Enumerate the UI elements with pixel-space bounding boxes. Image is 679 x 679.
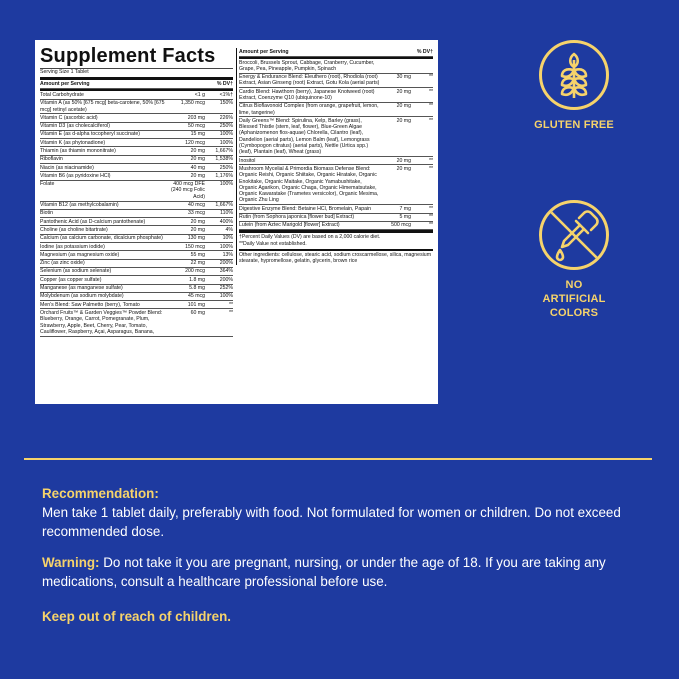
nutrient-dv: 200% (219, 276, 233, 283)
blend-amount: 7 mg (399, 205, 411, 212)
nutrient-amount: 130 mg (187, 235, 205, 242)
divider (24, 458, 652, 460)
nutrient-name: Magnesium (as magnesium oxide) (40, 251, 120, 258)
blend-dv: ** (428, 214, 433, 221)
nutrient-row (40, 235, 233, 243)
blend-amount: 5 mg (399, 214, 411, 221)
nutrient-row (40, 181, 233, 202)
no-artificial-colors-badge (524, 200, 624, 320)
blend-name: Energy & Endurance Blend: Eleuthero (root), Rhodiola (root) Extract, Asian Ginseng (root) Extract, Gotu Kola (aerial parts) (239, 74, 380, 87)
warning-heading: Warning: (42, 555, 100, 570)
nutrient-name: Copper (as copper sulfate) (40, 276, 102, 283)
nutrient-name: Biotin (40, 210, 53, 217)
nutrient-row (40, 260, 233, 268)
nutrient-dv: 200% (219, 260, 233, 267)
nutrient-row (40, 301, 233, 309)
nutrient-dv: 100% (219, 181, 233, 188)
blend-dv: ** (428, 165, 433, 172)
blend-amount (383, 60, 411, 73)
serving-size: Serving Size 1 Tablet (40, 69, 89, 75)
nutrient-dv: 364% (219, 268, 233, 275)
blend-amount: 20 mg (396, 117, 411, 124)
right-rows (239, 59, 433, 230)
blend-dv: ** (428, 117, 433, 124)
label-title: Supplement Facts (40, 45, 216, 67)
no-artificial-colors-label: NO ARTIFICIAL COLORS (542, 279, 606, 319)
blend-amount: 20 mg (396, 88, 411, 95)
nutrient-row (40, 131, 233, 139)
blend-name: Inositol (239, 157, 256, 164)
blend-row (239, 157, 433, 165)
other-ingredients: Other ingredients: cellulose, stearic acid, sodium croscarmellose, silica, magnesium stearate, hypromellose, gelatin, glycerin, brown rice (239, 251, 432, 265)
nutrient-row (40, 123, 233, 131)
nutrient-name: Orchard Fruits™ & Garden Veggies™ Powder Blend: Blueberry, Orange, Carrot, Pomegranate, Plum, Strawberry, Apple, Beet, Cherry, Pear, Tomato, Cauliflower, Raspberry, Açai, Asparagus, Banana, (40, 309, 163, 335)
nutrient-name: Manganese (as manganese sulfate) (40, 285, 123, 292)
warning-text: Do not take it you are pregnant, nursing, or under the age of 18. If you are taking any medications, consult a healthcare professional before use. (42, 555, 606, 589)
nutrient-name: Calcium (as calcium carbonate, dicalcium phosphate) (40, 235, 163, 242)
nutrient-row (40, 210, 233, 218)
nutrient-name: Vitamin A (as 50% [675 mcg] beta-carotene, 50% [675 mcg] retinyl acetate) (40, 100, 165, 113)
blend-name: Citrus Bioflavonoid Complex (from orange, grapefruit, lemon, lime, tangerine) (239, 103, 379, 116)
nutrient-amount: 1,350 mcg (180, 100, 205, 107)
blend-name: Daily Greens™ Blend: Spirulina, Kelp, Barley (grass), Blessed Thistle (stem, leaf, flower), Blue-Green Algae (Aphanizomenon flos-aquae) Chlorella, Cilantro (leaf), Dandelion (aerial parts), Lemon Balm (leaf), Lemongrass (Cymbopogon citratus) (aerial parts), Nettle (Urtica spp.) (leaf), Plantain (leaf), Wheat (grass) (239, 117, 370, 156)
nutrient-amount: 55 mg (190, 251, 205, 258)
keep-out-section (42, 607, 642, 626)
nutrient-dv: 13% (222, 251, 233, 258)
nutrient-dv: 100% (219, 139, 233, 146)
blend-row (239, 165, 433, 205)
nutrient-name: Vitamin D3 (as cholecalciferol) (40, 123, 110, 130)
nutrient-name: Choline (as choline bitartrate) (40, 226, 108, 233)
blend-name: Lutein (from Aztec Marigold [flower] Extract) (239, 222, 340, 229)
nutrient-amount: 5.8 mg (189, 285, 205, 292)
nutrient-dv: 150% (219, 100, 233, 107)
right-header: Amount per Serving % DV† (239, 49, 433, 55)
nutrient-row (40, 293, 233, 301)
nutrient-dv: 226% (219, 114, 233, 121)
blend-name: Cardio Blend: Hawthorn (berry), Japanese Knotweed (root) Extract, Coenzyme Q10 (ubiquinone-10) (239, 88, 375, 101)
footnote-dv: †Percent Daily Values (DV) are based on a 2,000 calorie diet. (239, 234, 381, 241)
nutrient-amount: <1 g (194, 91, 205, 98)
nutrient-amount: 20 mg (190, 226, 205, 233)
nutrient-row (40, 156, 233, 164)
keep-out-text: Keep out of reach of children. (42, 609, 231, 624)
blend-row (239, 214, 433, 222)
blend-dv: ** (428, 205, 433, 212)
dropper-crossed-icon (539, 200, 609, 270)
nutrient-name: Iodine (as potassium iodide) (40, 243, 105, 250)
nutrient-row (40, 147, 233, 155)
nutrient-row (40, 276, 233, 284)
nutrient-name: Vitamin K (as phytonadione) (40, 139, 106, 146)
nutrient-row (40, 172, 233, 180)
blend-row (239, 205, 433, 213)
nutrient-row (40, 139, 233, 147)
nutrient-dv: 400% (219, 218, 233, 225)
nutrient-name: Niacin (as niacinamide) (40, 164, 94, 171)
blend-dv: ** (428, 74, 433, 81)
nutrient-amount: 200 mcg (185, 268, 205, 275)
nutrient-amount: 45 mcg (187, 293, 205, 300)
nutrient-amount: 1.8 mg (189, 276, 205, 283)
nutrient-dv: 1,176% (215, 172, 233, 179)
footnote-not-established: **Daily Value not established. (239, 241, 307, 248)
blend-row (239, 222, 433, 230)
blend-dv: ** (428, 88, 433, 95)
left-rows (40, 91, 233, 336)
nutrient-amount: 20 mg (190, 172, 205, 179)
nutrient-name: Riboflavin (40, 156, 63, 163)
nutrient-dv: ** (228, 301, 233, 308)
blend-dv: ** (428, 103, 433, 110)
blend-dv: ** (428, 157, 433, 164)
nutrient-name: Vitamin B6 (as pyridoxine HCl) (40, 172, 111, 179)
nutrient-dv: 100% (219, 131, 233, 138)
nutrient-name: Men's Blend: Saw Palmetto (berry), Tomato (40, 301, 140, 308)
nutrient-row (40, 251, 233, 259)
blend-amount: 20 mg (396, 165, 411, 172)
blend-row (239, 103, 433, 118)
nutrient-name: Total Carbohydrate (40, 91, 84, 98)
nutrient-name: Pantothenic Acid (as D-calcium pantothenate) (40, 218, 146, 225)
blend-row (239, 88, 433, 103)
nutrient-amount: 33 mcg (187, 210, 205, 217)
nutrient-amount: 40 mcg (187, 202, 205, 209)
nutrient-dv: 1,667% (215, 202, 233, 209)
nutrient-amount: 101 mg (187, 301, 205, 308)
nutrient-dv: 100% (219, 293, 233, 300)
blend-amount: 500 mcg (391, 222, 411, 229)
label-left-column (40, 44, 233, 337)
nutrient-row (40, 285, 233, 293)
gluten-free-label: GLUTEN FREE (534, 119, 614, 131)
nutrient-row (40, 243, 233, 251)
nutrient-amount: 203 mg (187, 114, 205, 121)
nutrient-name: Vitamin C (ascorbic acid) (40, 114, 98, 121)
nutrient-name: Thiamin (as thiamin mononitrate) (40, 147, 116, 154)
blend-row (239, 59, 433, 74)
nutrient-dv: <1%† (219, 91, 233, 98)
gluten-free-badge (524, 40, 624, 132)
nutrient-amount: 20 mg (190, 218, 205, 225)
nutrient-amount: 20 mg (190, 147, 205, 154)
nutrient-row (40, 309, 233, 336)
blend-name: Mushroom Mycelial & Primordia Biomass Defense Blend: Organic Reishi, Organic Shiitake, Organic Hiratake, Organic Enokitake, Organic Maitake, Organic Yamabushitake, Organic Agarikon, Organic Chaga, Organic Himematsutake, Organic Kawaratake (Trametes versicolor), Organic Mesima, Organic Zhu Ling (239, 165, 379, 204)
recommendation-heading: Recommendation: (42, 486, 159, 501)
nutrient-amount: 20 mg (190, 156, 205, 163)
nutrient-dv: 1,667% (215, 147, 233, 154)
blend-row (239, 74, 433, 89)
nutrient-name: Zinc (as zinc oxide) (40, 260, 85, 267)
blend-name: Broccoli, Brussels Sprout, Cabbage, Cranberry, Cucumber, Grape, Pea, Pineapple, Pumpkin, Spinach (239, 59, 375, 72)
nutrient-dv: 1,538% (215, 156, 233, 163)
blend-amount: 20 mg (396, 157, 411, 164)
nutrient-dv: 250% (219, 123, 233, 130)
left-header: Amount per Serving % DV† (40, 81, 233, 88)
nutrient-amount: 40 mg (190, 164, 205, 171)
nutrient-amount: 60 mg (190, 309, 205, 316)
nutrient-amount: 400 mcg DFE (240 mcg Folic Acid) (170, 181, 205, 200)
blend-dv: ** (428, 222, 433, 229)
nutrient-row (40, 218, 233, 226)
blend-dv (411, 60, 433, 73)
nutrient-dv: 250% (219, 164, 233, 171)
blend-amount: 20 mg (396, 103, 411, 110)
blend-name: Digestive Enzyme Blend: Betaine HCl, Bromelain, Papain (239, 205, 372, 212)
recommendation-section (42, 484, 642, 541)
nutrient-amount: 50 mcg (187, 123, 205, 130)
nutrient-name: Vitamin E (as d-alpha tocopheryl succinate) (40, 131, 140, 138)
nutrient-amount: 120 mcg (185, 139, 205, 146)
nutrient-dv: 4% (225, 226, 233, 233)
nutrient-row (40, 202, 233, 210)
recommendation-text: Men take 1 tablet daily, preferably with food. Not formulated for women or children. Do not exceed recommended dose. (42, 505, 621, 539)
wheat-icon (539, 40, 609, 110)
nutrient-row (40, 100, 233, 115)
nutrient-amount: 15 mg (190, 131, 205, 138)
nutrient-name: Folate (40, 181, 55, 188)
nutrient-dv: ** (228, 309, 233, 316)
blend-row (239, 117, 433, 157)
nutrient-row (40, 164, 233, 172)
nutrient-name: Selenium (as sodium selenate) (40, 268, 112, 275)
nutrient-dv: 110% (220, 210, 233, 217)
nutrient-dv: 100% (219, 243, 233, 250)
supplement-facts-label (35, 40, 438, 404)
nutrient-name: Molybdenum (as sodium molybdate) (40, 293, 124, 300)
blend-name: Rutin (from Sophora japonica [flower bud] Extract) (239, 214, 355, 221)
nutrient-dv: 252% (219, 285, 233, 292)
nutrient-name: Vitamin B12 (as methylcobalamin) (40, 202, 119, 209)
nutrient-row (40, 226, 233, 234)
warning-section (42, 553, 642, 591)
nutrient-row (40, 114, 233, 122)
nutrient-amount: 150 mcg (185, 243, 205, 250)
label-right-column (236, 48, 433, 265)
nutrient-row (40, 91, 233, 99)
nutrient-amount: 22 mg (190, 260, 205, 267)
nutrient-row (40, 268, 233, 276)
nutrient-dv: 10% (222, 235, 233, 242)
blend-amount: 30 mg (396, 74, 411, 81)
